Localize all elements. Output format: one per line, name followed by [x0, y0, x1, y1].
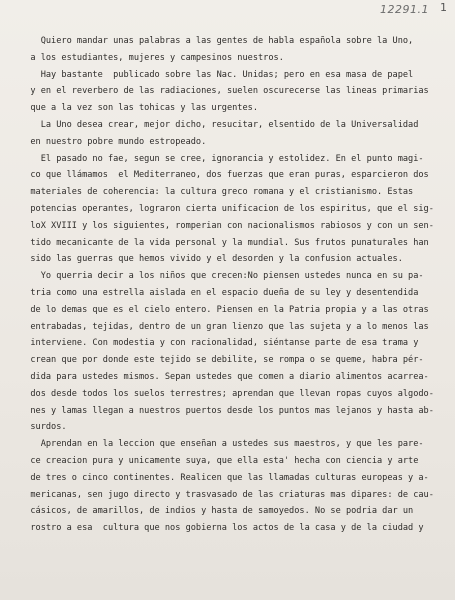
text-line: El pasado no fae, segun se cree, ignorancia y estolidez. En el punto magi- — [20, 153, 424, 164]
text-line: cásicos, de amarillos, de indios y hasta de samoyedos. No se podria dar un — [20, 506, 414, 517]
text-line: tido mecanicante de la vida personal y la mundial. Sus frutos punaturales han — [20, 237, 429, 248]
text-line: Quiero mandar unas palabras a las gentes de habla española sobre la Uno, — [20, 36, 414, 46]
text-line: Yo querria decir a los niños que crecen:No piensen ustedes nunca en su pa- — [20, 271, 424, 282]
text-line: que a la vez son las tohicas y las urgentes. — [20, 103, 258, 114]
text-line: dos desde todos los suelos terrestres; aprendan que llevan ropas cuyos algodo- — [20, 388, 434, 399]
text-line: materiales de coherencia: la cultura greco romana y el cristianismo. Estas — [20, 187, 414, 198]
text-line: a los estudiantes, mujeres y campesinos nuestros. — [20, 52, 284, 63]
text-line: en nuestro pobre mundo estropeado. — [20, 136, 207, 147]
text-line: de tres o cinco continentes. Realicen que las llamadas culturas europeas y a- — [20, 472, 429, 483]
text-line: Hay bastante publicado sobre las Nac. Unidas; pero en esa masa de papel — [20, 69, 414, 80]
text-line: entrabadas, tejidas, dentro de un gran lienzo que las sujeta y a lo menos las — [20, 321, 429, 332]
text-line: interviene. Con modestia y con racionalidad, siéntanse parte de esa trama y — [20, 338, 419, 349]
text-line: dida para ustedes mismos. Sepan ustedes que comen a diario alimentos acarrea- — [20, 371, 429, 382]
text-line: ce creacion pura y unicamente suya, que ella esta' hecha con ciencia y arte — [20, 455, 419, 466]
text-line: rostro a esa cultura que nos gobierna los actos de la casa y de la ciudad y — [20, 523, 424, 534]
page-number-mark: 1 — [440, 1, 447, 14]
text-line: potencias operantes, lograron cierta unificacion de los espiritus, que el sig- — [20, 203, 434, 214]
text-line: y en el reverbero de las radiaciones, suelen oscurecerse las lineas primarias — [20, 86, 429, 97]
text-line: de lo demas que es el cielo entero. Piensen en la Patria propia y a las otras — [20, 304, 429, 315]
text-line: sido las guerras que hemos vivido y el desorden y la confusion actuales. — [20, 254, 403, 265]
text-line: loX XVIII y los siguientes, romperian con nacionalismos rabiosos y con un sen- — [20, 220, 434, 231]
typewritten-body — [20, 33, 448, 537]
text-line: Aprendan en la leccion que enseñan a ustedes sus maestros, y que les pare- — [20, 439, 424, 450]
text-line: nes y lamas llegan a nuestros puertos desde los puntos mas lejanos y hasta ab- — [20, 405, 434, 416]
text-line: crean que por donde este tejido se debilite, se rompa o se queme, habra pér- — [20, 355, 424, 366]
text-line: surdos. — [20, 422, 67, 433]
text-line: tria como una estrella aislada en el espacio dueña de su ley y desentendida — [20, 287, 419, 298]
text-line: mericanas, sen jugo directo y trasvasado de las criaturas mas dipares: de cau- — [20, 489, 434, 500]
text-line: La Uno desea crear, mejor dicho, resucitar, elsentido de la Universalidad — [20, 119, 419, 130]
archive-reference-number: 12291.1 — [380, 3, 429, 16]
text-line: co que llámamos el Mediterraneo, dos fuerzas que eran puras, esparcieron dos — [20, 170, 429, 181]
